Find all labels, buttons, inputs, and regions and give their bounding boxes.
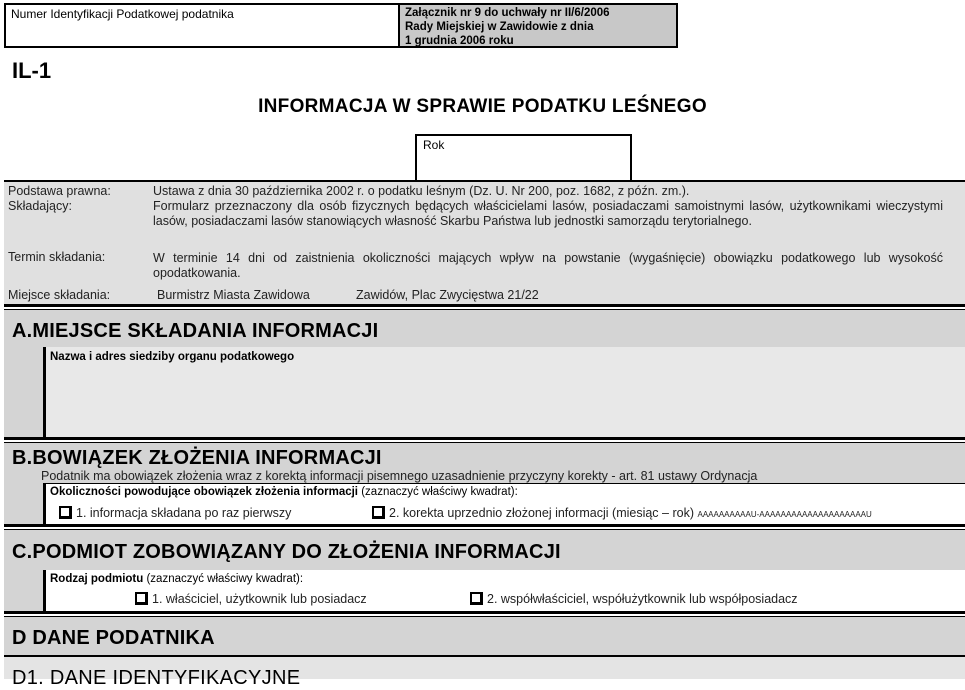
place-address: Zawidów, Plac Zwycięstwa 21/22	[356, 288, 539, 302]
option-first-filing-label: 1. informacja składana po raz pierwszy	[76, 506, 292, 520]
checkbox[interactable]	[135, 592, 148, 605]
option-co-owner-label: 2. współwłaściciel, współużytkownik lub współposiadacz	[487, 592, 798, 606]
year-label: Rok	[423, 138, 445, 152]
nip-label: Numer Identyfikacji Podatkowej podatnika	[11, 7, 234, 21]
section-a-margin	[4, 347, 43, 437]
year-field[interactable]	[415, 134, 632, 181]
legal-basis-label: Podstawa prawna:	[8, 184, 111, 198]
section-divider	[4, 524, 965, 527]
section-d-title: D DANE PODATNIKA	[12, 627, 215, 649]
section-divider	[4, 304, 965, 307]
section-b-margin	[4, 483, 43, 524]
section-divider	[4, 611, 965, 614]
option-correction-label: 2. korekta uprzednio złożonej informacji (miesiąc – rok)	[389, 506, 694, 520]
section-divider-thin	[4, 442, 965, 443]
obligation-label-bold: Okoliczności powodujące obowiązek złożenia informacji	[50, 486, 359, 498]
deadline-text: W terminie 14 dni od zaistnienia okoliczności mających wpływ na powstanie (wygaśnięcie) obowiązku podatkowego lub wysokość opodatkowania.	[153, 251, 943, 280]
tax-office-label: Nazwa i adres siedziby organu podatkowego	[50, 351, 295, 363]
obligation-label-hint: (zaznaczyć właściwy kwadrat):	[361, 486, 518, 498]
option-owner-label: 1. właściciel, użytkownik lub posiadacz	[152, 592, 367, 606]
entity-type-label-hint: (zaznaczyć właściwy kwadrat):	[146, 573, 304, 585]
correction-date-placeholder: AAAAAAAAAAU-AAAAAAAAAAAAAAAAAAAAU	[697, 510, 872, 519]
section-divider	[4, 437, 965, 440]
checkbox[interactable]	[372, 506, 385, 519]
section-a-title: A.MIEJSCE SKŁADANIA INFORMACJI	[12, 320, 379, 342]
filer-label: Składający:	[8, 199, 72, 213]
option-first-filing[interactable]	[59, 506, 291, 520]
filer-text: Formularz przeznaczony dla osób fizycznych będących właścicielami lasów, posiadaczami samoistnymi lasów, użytkownikami wieczystymi lasów, posiadaczami lasów stanowiących własność Skarbu Państwa lub jednostki samorządu terytorialnego.	[153, 199, 943, 228]
entity-type-label	[50, 573, 303, 585]
section-c-margin	[4, 570, 43, 611]
deadline-label: Termin składania:	[8, 250, 106, 264]
section-divider-thin	[4, 616, 965, 617]
option-correction[interactable]	[372, 506, 872, 520]
option-co-owner[interactable]	[470, 592, 798, 606]
section-c-title: C.PODMIOT ZOBOWIĄZANY DO ZŁOŻENIA INFORMACJI	[12, 541, 561, 563]
section-b-title: B.BOWIĄZEK ZŁOŻENIA INFORMACJI	[12, 447, 382, 469]
header-box	[4, 3, 678, 48]
attachment-note	[398, 5, 676, 46]
attachment-line-3: 1 grudnia 2006 roku	[405, 35, 514, 46]
option-owner[interactable]	[135, 592, 367, 606]
form-code: IL-1	[12, 58, 52, 83]
page-title: INFORMACJA W SPRAWIE PODATKU LEŚNEGO	[258, 96, 707, 117]
attachment-line-2: Rady Miejskiej w Zawidowie z dnia	[405, 21, 594, 33]
checkbox[interactable]	[59, 506, 72, 519]
checkbox[interactable]	[470, 592, 483, 605]
legal-basis-text: Ustawa z dnia 30 października 2002 r. o podatku leśnym (Dz. U. Nr 200, poz. 1682, z późn. zm.).	[153, 184, 690, 198]
section-divider-thin	[4, 529, 965, 530]
place-office: Burmistrz Miasta Zawidowa	[157, 288, 310, 302]
entity-type-label-bold: Rodzaj podmiotu	[50, 573, 144, 585]
correction-note: Podatnik ma obowiązek złożenia wraz z korektą informacji pisemnego uzasadnienie przyczyny korekty - art. 81 ustawy Ordynacja	[41, 469, 758, 483]
nip-field[interactable]	[6, 5, 398, 46]
obligation-label	[50, 486, 518, 498]
section-divider-thin	[4, 309, 965, 310]
place-label: Miejsce składania:	[8, 288, 111, 302]
attachment-line-1: Załącznik nr 9 do uchwały nr II/6/2006	[405, 7, 610, 19]
section-d1-title: D1. DANE IDENTYFIKACYJNE	[12, 667, 301, 689]
